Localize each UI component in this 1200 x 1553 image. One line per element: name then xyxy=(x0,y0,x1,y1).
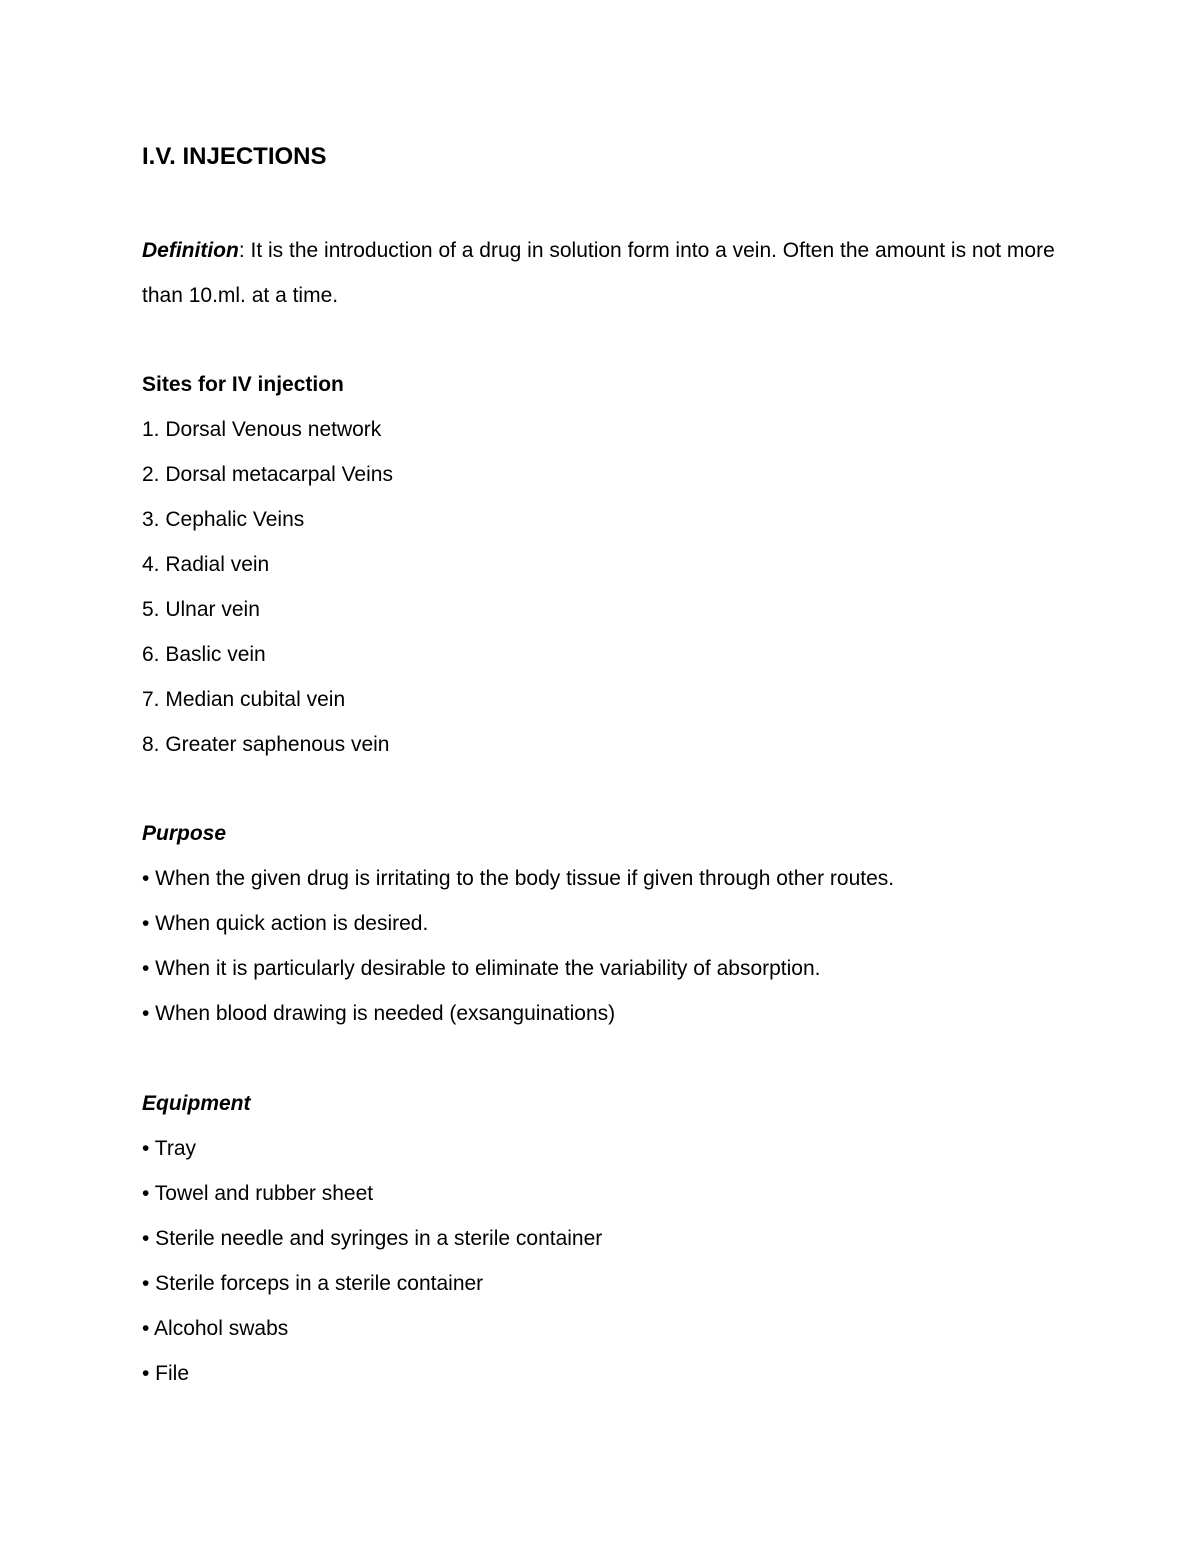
equipment-item: • Towel and rubber sheet xyxy=(142,1182,374,1205)
equipment-item: • File xyxy=(142,1362,190,1385)
purpose-section xyxy=(142,811,1057,1036)
site-item: 1. Dorsal Venous network xyxy=(142,418,382,441)
sites-heading: Sites for IV injection xyxy=(142,373,344,396)
site-item: 8. Greater saphenous vein xyxy=(142,733,390,756)
site-item: 6. Baslic vein xyxy=(142,643,266,666)
site-item: 3. Cephalic Veins xyxy=(142,508,305,531)
definition-text: It is the introduction of a drug in solution form into a vein. Often the amount is not more than 10.ml. at a time. xyxy=(142,239,1055,307)
equipment-heading: Equipment xyxy=(142,1092,251,1115)
purpose-item: • When blood drawing is needed (exsanguinations) xyxy=(142,1002,616,1025)
equipment-item: • Sterile forceps in a sterile container xyxy=(142,1272,484,1295)
equipment-section xyxy=(142,1081,1057,1396)
equipment-item: • Alcohol swabs xyxy=(142,1317,289,1340)
equipment-item: • Tray xyxy=(142,1137,197,1160)
document-title: I.V. INJECTIONS xyxy=(142,143,327,170)
equipment-item: • Sterile needle and syringes in a sterile container xyxy=(142,1227,603,1250)
site-item: 2. Dorsal metacarpal Veins xyxy=(142,463,393,486)
site-item: 4. Radial vein xyxy=(142,553,270,576)
purpose-item: • When the given drug is irritating to the body tissue if given through other routes. xyxy=(142,867,895,890)
site-item: 7. Median cubital vein xyxy=(142,688,346,711)
purpose-item: • When quick action is desired. xyxy=(142,912,429,935)
definition-term: Definition xyxy=(142,239,239,262)
definition-paragraph xyxy=(142,228,1057,318)
sites-section xyxy=(142,362,1057,767)
purpose-item: • When it is particularly desirable to eliminate the variability of absorption. xyxy=(142,957,821,980)
definition-separator: : xyxy=(238,239,245,262)
site-item: 5. Ulnar vein xyxy=(142,598,260,621)
purpose-heading: Purpose xyxy=(142,822,227,845)
